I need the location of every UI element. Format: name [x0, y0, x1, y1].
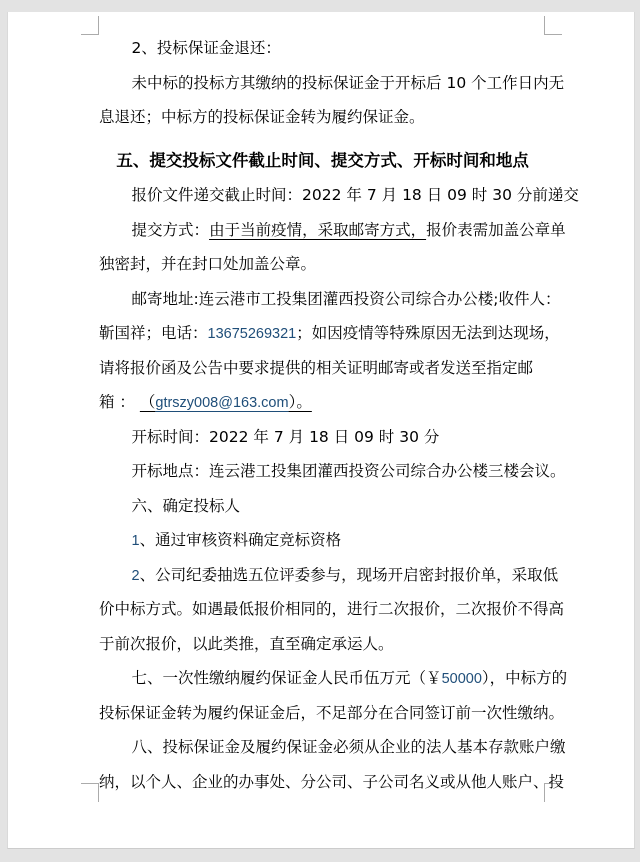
text-run: 纳，以个人、企业的办事处、分公司、子公司名义或从他人账户、投	[99, 772, 565, 791]
text-line	[99, 489, 545, 524]
text-line	[99, 730, 566, 765]
text-line	[99, 316, 560, 351]
text-run: 报价文件递交截止时间：2022 年 7 月 18 日 09 时 30 分前递交	[131, 186, 579, 204]
text-line	[99, 661, 568, 696]
text-run: 、公司纪委抽选五位评委参与，现场开启密封报价单，采取低	[139, 565, 559, 584]
numeric-text-run: 1	[131, 533, 140, 549]
text-run: 靳国祥；电话：	[99, 324, 208, 342]
text-line	[99, 247, 545, 282]
text-run: 息退还；中标方的投标保证金转为履约保证金。	[99, 108, 425, 126]
text-run: 开标时间：2022 年 7 月 18 日 09 时 30 分	[131, 427, 440, 446]
text-line	[99, 454, 566, 489]
section-heading	[99, 144, 545, 179]
document-page	[7, 12, 635, 849]
margin-crop-mark-top-left	[81, 34, 99, 35]
text-line	[99, 696, 565, 731]
text-run: 邮寄地址:连云港市工投集团灌西投资公司综合办公楼;收件人：	[131, 289, 561, 308]
margin-crop-mark-bottom-left	[81, 783, 99, 784]
text-run: ）。	[288, 393, 312, 411]
numeric-text-run: 50000	[441, 671, 482, 687]
text-run: 由于当前疫情，采取邮寄方式，	[209, 220, 427, 239]
text-run: ；如因疫情等特殊原因无法到达现场，	[296, 324, 560, 342]
numeric-text-run: 13675269321	[207, 326, 297, 342]
text-line	[99, 282, 561, 317]
text-run: 于前次报价，以此类推，直至确定承运人。	[99, 634, 394, 653]
text-line	[99, 627, 545, 662]
text-run: 提交方式：	[131, 220, 210, 239]
text-run: 投标保证金转为履约保证金后，不足部分在合同签订前一次性缴纳。	[99, 703, 565, 722]
margin-crop-mark-top-right	[544, 34, 562, 35]
numeric-text-run: gtrszy008@163.com	[155, 395, 289, 411]
text-line	[99, 31, 545, 66]
text-run: 请将报价函及公告中要求提供的相关证明邮寄或者发送至指定邮	[99, 358, 534, 377]
text-run: 未中标的投标方其缴纳的投标保证金于开标后 10 个工作日内无	[131, 73, 565, 92]
text-line	[99, 385, 545, 420]
text-run: 独密封，并在封口处加盖公章。	[99, 255, 317, 273]
text-line	[99, 66, 565, 101]
text-run: 八、投标保证金及履约保证金必须从企业的法人基本存款账户缴	[131, 738, 566, 756]
text-run: 价中标方式。如遇最低报价相同的，进行二次报价，二次报价不得高	[99, 600, 565, 618]
text-run: 开标地点：连云港工投集团灌西投资公司综合办公楼三楼会议。	[131, 462, 566, 480]
text-line	[99, 100, 545, 135]
text-line	[99, 592, 565, 627]
text-line	[99, 351, 545, 386]
text-run: 五、提交投标文件截止时间、提交方式、开标时间和地点	[116, 150, 529, 170]
text-line	[99, 523, 545, 558]
numeric-text-run: 2	[131, 567, 140, 584]
text-run: 箱 ：	[99, 393, 140, 411]
text-run: 、通过审核资料确定竞标资格	[139, 531, 342, 549]
text-line	[99, 178, 579, 213]
text-line	[99, 558, 559, 593]
text-run: 七、一次性缴纳履约保证金人民币伍万元（￥	[131, 669, 442, 687]
text-line	[99, 765, 565, 800]
text-run: （	[139, 393, 156, 411]
text-run: 2、投标保证金退还：	[131, 39, 281, 57]
document-body	[99, 31, 579, 799]
text-run: 报价表需加盖公章单	[426, 220, 566, 239]
text-run: 六、确定投标人	[131, 496, 241, 515]
text-line	[99, 213, 566, 248]
text-line	[99, 420, 545, 455]
text-run: ），中标方的	[481, 669, 568, 687]
